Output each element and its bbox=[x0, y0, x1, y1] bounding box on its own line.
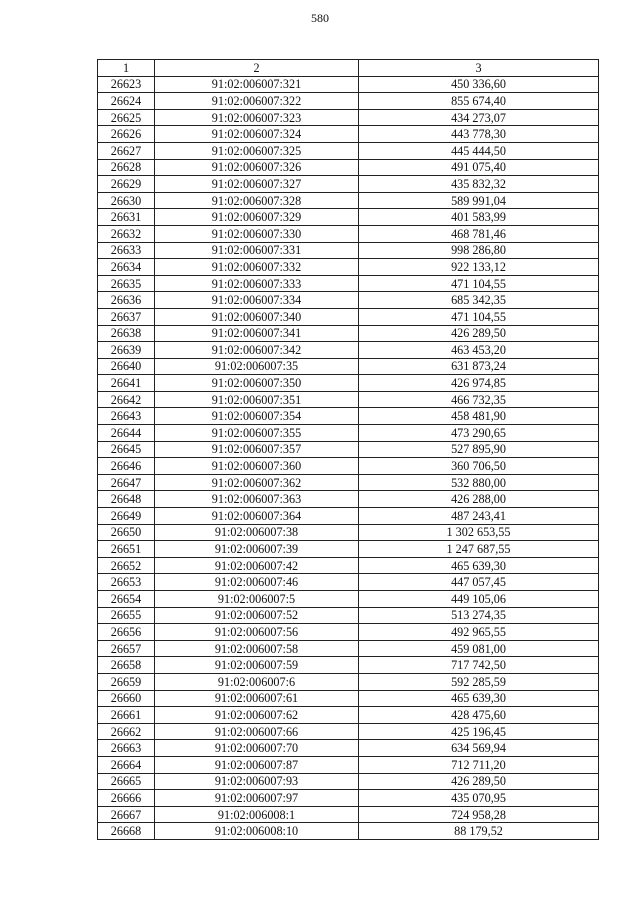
cadastral-number-cell: 91:02:006007:360 bbox=[155, 458, 359, 475]
row-number-cell: 26654 bbox=[98, 591, 155, 608]
cadastral-value-cell: 447 057,45 bbox=[359, 574, 599, 591]
table-row bbox=[98, 756, 599, 773]
cadastral-number-cell: 91:02:006007:327 bbox=[155, 176, 359, 193]
cadastral-number-cell: 91:02:006007:328 bbox=[155, 192, 359, 209]
cadastral-value-cell: 532 880,00 bbox=[359, 474, 599, 491]
cadastral-number-cell: 91:02:006007:363 bbox=[155, 491, 359, 508]
table-body bbox=[98, 76, 599, 839]
cadastral-number-cell: 91:02:006007:351 bbox=[155, 391, 359, 408]
row-number-cell: 26662 bbox=[98, 723, 155, 740]
cadastral-number-cell: 91:02:006007:6 bbox=[155, 673, 359, 690]
table-row bbox=[98, 142, 599, 159]
table-row bbox=[98, 723, 599, 740]
row-number-cell: 26630 bbox=[98, 192, 155, 209]
table-row bbox=[98, 491, 599, 508]
cadastral-number-cell: 91:02:006007:340 bbox=[155, 308, 359, 325]
cadastral-value-cell: 1 302 653,55 bbox=[359, 524, 599, 541]
cadastral-number-cell: 91:02:006007:326 bbox=[155, 159, 359, 176]
table-row bbox=[98, 541, 599, 558]
cadastral-value-cell: 685 342,35 bbox=[359, 292, 599, 309]
table-row bbox=[98, 391, 599, 408]
row-number-cell: 26637 bbox=[98, 308, 155, 325]
cadastral-value-cell: 458 481,90 bbox=[359, 408, 599, 425]
row-number-cell: 26652 bbox=[98, 557, 155, 574]
cadastral-value-cell: 473 290,65 bbox=[359, 425, 599, 442]
cadastral-number-cell: 91:02:006007:39 bbox=[155, 541, 359, 558]
cadastral-value-cell: 463 453,20 bbox=[359, 342, 599, 359]
row-number-cell: 26658 bbox=[98, 657, 155, 674]
row-number-cell: 26634 bbox=[98, 259, 155, 276]
row-number-cell: 26639 bbox=[98, 342, 155, 359]
row-number-cell: 26641 bbox=[98, 375, 155, 392]
cadastral-number-cell: 91:02:006007:330 bbox=[155, 225, 359, 242]
cadastral-number-cell: 91:02:006007:35 bbox=[155, 358, 359, 375]
row-number-cell: 26661 bbox=[98, 707, 155, 724]
row-number-cell: 26626 bbox=[98, 126, 155, 143]
column-header-3: 3 bbox=[359, 60, 599, 77]
table-row bbox=[98, 441, 599, 458]
table-row bbox=[98, 358, 599, 375]
row-number-cell: 26636 bbox=[98, 292, 155, 309]
cadastral-value-cell: 998 286,80 bbox=[359, 242, 599, 259]
cadastral-value-cell: 492 965,55 bbox=[359, 624, 599, 641]
row-number-cell: 26649 bbox=[98, 508, 155, 525]
table-row bbox=[98, 806, 599, 823]
cadastral-value-cell: 445 444,50 bbox=[359, 142, 599, 159]
table-row bbox=[98, 574, 599, 591]
cadastral-number-cell: 91:02:006008:10 bbox=[155, 823, 359, 840]
cadastral-value-cell: 724 958,28 bbox=[359, 806, 599, 823]
cadastral-value-cell: 459 081,00 bbox=[359, 640, 599, 657]
cadastral-value-cell: 717 742,50 bbox=[359, 657, 599, 674]
cadastral-number-cell: 91:02:006007:357 bbox=[155, 441, 359, 458]
cadastral-number-cell: 91:02:006007:322 bbox=[155, 93, 359, 110]
row-number-cell: 26643 bbox=[98, 408, 155, 425]
cadastral-number-cell: 91:02:006007:87 bbox=[155, 756, 359, 773]
cadastral-number-cell: 91:02:006007:354 bbox=[155, 408, 359, 425]
row-number-cell: 26660 bbox=[98, 690, 155, 707]
cadastral-number-cell: 91:02:006007:350 bbox=[155, 375, 359, 392]
cadastral-value-cell: 435 832,32 bbox=[359, 176, 599, 193]
cadastral-value-cell: 922 133,12 bbox=[359, 259, 599, 276]
table-row bbox=[98, 458, 599, 475]
cadastral-value-cell: 1 247 687,55 bbox=[359, 541, 599, 558]
row-number-cell: 26665 bbox=[98, 773, 155, 790]
table-row bbox=[98, 425, 599, 442]
table-row bbox=[98, 292, 599, 309]
table-row bbox=[98, 408, 599, 425]
cadastral-number-cell: 91:02:006007:5 bbox=[155, 591, 359, 608]
table-row bbox=[98, 225, 599, 242]
table-row bbox=[98, 557, 599, 574]
cadastral-value-cell: 634 569,94 bbox=[359, 740, 599, 757]
cadastral-value-cell: 449 105,06 bbox=[359, 591, 599, 608]
table-row bbox=[98, 76, 599, 93]
row-number-cell: 26653 bbox=[98, 574, 155, 591]
row-number-cell: 26640 bbox=[98, 358, 155, 375]
cadastral-number-cell: 91:02:006008:1 bbox=[155, 806, 359, 823]
table-row bbox=[98, 607, 599, 624]
table-row bbox=[98, 275, 599, 292]
row-number-cell: 26663 bbox=[98, 740, 155, 757]
cadastral-value-cell: 401 583,99 bbox=[359, 209, 599, 226]
cadastral-number-cell: 91:02:006007:70 bbox=[155, 740, 359, 757]
row-number-cell: 26651 bbox=[98, 541, 155, 558]
row-number-cell: 26629 bbox=[98, 176, 155, 193]
cadastral-value-cell: 592 285,59 bbox=[359, 673, 599, 690]
row-number-cell: 26623 bbox=[98, 76, 155, 93]
table-row bbox=[98, 823, 599, 840]
table-row bbox=[98, 657, 599, 674]
table-row bbox=[98, 209, 599, 226]
cadastral-value-cell: 712 711,20 bbox=[359, 756, 599, 773]
cadastral-value-cell: 465 639,30 bbox=[359, 690, 599, 707]
cadastral-number-cell: 91:02:006007:97 bbox=[155, 790, 359, 807]
cadastral-number-cell: 91:02:006007:332 bbox=[155, 259, 359, 276]
column-header-2: 2 bbox=[155, 60, 359, 77]
table-row bbox=[98, 93, 599, 110]
cadastral-number-cell: 91:02:006007:331 bbox=[155, 242, 359, 259]
table-row bbox=[98, 740, 599, 757]
table-row bbox=[98, 591, 599, 608]
row-number-cell: 26667 bbox=[98, 806, 155, 823]
row-number-cell: 26645 bbox=[98, 441, 155, 458]
table-row bbox=[98, 126, 599, 143]
cadastral-value-cell: 527 895,90 bbox=[359, 441, 599, 458]
row-number-cell: 26635 bbox=[98, 275, 155, 292]
cadastral-value-cell: 88 179,52 bbox=[359, 823, 599, 840]
cadastral-number-cell: 91:02:006007:364 bbox=[155, 508, 359, 525]
cadastral-number-cell: 91:02:006007:324 bbox=[155, 126, 359, 143]
cadastral-number-cell: 91:02:006007:52 bbox=[155, 607, 359, 624]
row-number-cell: 26646 bbox=[98, 458, 155, 475]
table-row bbox=[98, 176, 599, 193]
cadastral-number-cell: 91:02:006007:329 bbox=[155, 209, 359, 226]
row-number-cell: 26655 bbox=[98, 607, 155, 624]
cadastral-number-cell: 91:02:006007:42 bbox=[155, 557, 359, 574]
table-row bbox=[98, 109, 599, 126]
cadastral-value-cell: 471 104,55 bbox=[359, 275, 599, 292]
cadastral-number-cell: 91:02:006007:61 bbox=[155, 690, 359, 707]
column-header-1: 1 bbox=[98, 60, 155, 77]
table-row bbox=[98, 308, 599, 325]
table-row bbox=[98, 624, 599, 641]
cadastral-value-cell: 487 243,41 bbox=[359, 508, 599, 525]
cadastral-value-cell: 471 104,55 bbox=[359, 308, 599, 325]
cadastral-value-cell: 513 274,35 bbox=[359, 607, 599, 624]
cadastral-value-cell: 855 674,40 bbox=[359, 93, 599, 110]
row-number-cell: 26627 bbox=[98, 142, 155, 159]
cadastral-value-cell: 426 289,50 bbox=[359, 773, 599, 790]
table-row bbox=[98, 690, 599, 707]
row-number-cell: 26632 bbox=[98, 225, 155, 242]
table-row bbox=[98, 524, 599, 541]
cadastral-value-cell: 434 273,07 bbox=[359, 109, 599, 126]
cadastral-number-cell: 91:02:006007:334 bbox=[155, 292, 359, 309]
cadastral-value-cell: 360 706,50 bbox=[359, 458, 599, 475]
cadastral-value-cell: 465 639,30 bbox=[359, 557, 599, 574]
cadastral-number-cell: 91:02:006007:38 bbox=[155, 524, 359, 541]
cadastral-number-cell: 91:02:006007:323 bbox=[155, 109, 359, 126]
cadastral-value-cell: 426 289,50 bbox=[359, 325, 599, 342]
row-number-cell: 26656 bbox=[98, 624, 155, 641]
cadastral-number-cell: 91:02:006007:93 bbox=[155, 773, 359, 790]
row-number-cell: 26624 bbox=[98, 93, 155, 110]
row-number-cell: 26625 bbox=[98, 109, 155, 126]
row-number-cell: 26650 bbox=[98, 524, 155, 541]
row-number-cell: 26638 bbox=[98, 325, 155, 342]
table-row bbox=[98, 640, 599, 657]
cadastral-value-cell: 435 070,95 bbox=[359, 790, 599, 807]
table-row bbox=[98, 242, 599, 259]
row-number-cell: 26657 bbox=[98, 640, 155, 657]
row-number-cell: 26668 bbox=[98, 823, 155, 840]
cadastral-number-cell: 91:02:006007:62 bbox=[155, 707, 359, 724]
row-number-cell: 26628 bbox=[98, 159, 155, 176]
table-row bbox=[98, 342, 599, 359]
cadastral-value-cell: 589 991,04 bbox=[359, 192, 599, 209]
cadastral-number-cell: 91:02:006007:321 bbox=[155, 76, 359, 93]
row-number-cell: 26644 bbox=[98, 425, 155, 442]
table-row bbox=[98, 707, 599, 724]
cadastral-number-cell: 91:02:006007:362 bbox=[155, 474, 359, 491]
table-row bbox=[98, 325, 599, 342]
row-number-cell: 26647 bbox=[98, 474, 155, 491]
cadastral-value-cell: 450 336,60 bbox=[359, 76, 599, 93]
cadastral-number-cell: 91:02:006007:66 bbox=[155, 723, 359, 740]
cadastral-number-cell: 91:02:006007:333 bbox=[155, 275, 359, 292]
row-number-cell: 26659 bbox=[98, 673, 155, 690]
row-number-cell: 26664 bbox=[98, 756, 155, 773]
cadastral-number-cell: 91:02:006007:46 bbox=[155, 574, 359, 591]
cadastral-number-cell: 91:02:006007:342 bbox=[155, 342, 359, 359]
cadastral-value-cell: 428 475,60 bbox=[359, 707, 599, 724]
cadastral-value-cell: 631 873,24 bbox=[359, 358, 599, 375]
cadastral-value-table bbox=[97, 59, 599, 840]
cadastral-value-cell: 466 732,35 bbox=[359, 391, 599, 408]
table-row bbox=[98, 790, 599, 807]
table-row bbox=[98, 673, 599, 690]
row-number-cell: 26666 bbox=[98, 790, 155, 807]
cadastral-number-cell: 91:02:006007:341 bbox=[155, 325, 359, 342]
cadastral-number-cell: 91:02:006007:58 bbox=[155, 640, 359, 657]
table-row bbox=[98, 375, 599, 392]
row-number-cell: 26642 bbox=[98, 391, 155, 408]
cadastral-number-cell: 91:02:006007:56 bbox=[155, 624, 359, 641]
cadastral-value-cell: 443 778,30 bbox=[359, 126, 599, 143]
table-row bbox=[98, 508, 599, 525]
cadastral-value-cell: 425 196,45 bbox=[359, 723, 599, 740]
table-row bbox=[98, 474, 599, 491]
table-row bbox=[98, 192, 599, 209]
cadastral-value-cell: 426 288,00 bbox=[359, 491, 599, 508]
row-number-cell: 26633 bbox=[98, 242, 155, 259]
cadastral-number-cell: 91:02:006007:59 bbox=[155, 657, 359, 674]
cadastral-value-cell: 426 974,85 bbox=[359, 375, 599, 392]
page-number: 580 bbox=[311, 11, 329, 25]
row-number-cell: 26631 bbox=[98, 209, 155, 226]
table-header-row bbox=[98, 60, 599, 77]
row-number-cell: 26648 bbox=[98, 491, 155, 508]
table-row bbox=[98, 773, 599, 790]
cadastral-value-cell: 468 781,46 bbox=[359, 225, 599, 242]
cadastral-number-cell: 91:02:006007:355 bbox=[155, 425, 359, 442]
table-row bbox=[98, 259, 599, 276]
cadastral-number-cell: 91:02:006007:325 bbox=[155, 142, 359, 159]
table-row bbox=[98, 159, 599, 176]
cadastral-value-cell: 491 075,40 bbox=[359, 159, 599, 176]
